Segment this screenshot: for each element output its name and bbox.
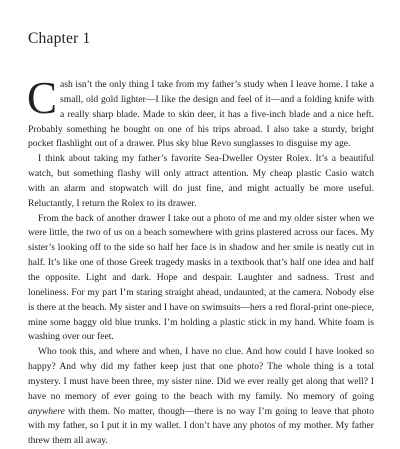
chapter-body [27,73,374,449]
paragraph-4-text-before: Who took this, and where and when, I have no clue. And how could I have looked so happy? And why did my father keep just that one photo? The whole thing is a total mystery. I must have been three, my sister nine. Did we ever really get along that well? I have no memory of ever going to the beach with my family. No memory of going [28,346,374,402]
chapter-heading: Chapter 1 [28,30,91,47]
drop-cap: C [27,73,58,123]
paragraph-2-text: I think about taking my father’s favorite Sea-Dweller Oyster Rolex. It’s a beautiful watch, but something flashy will only attract attention. My cheap plastic Casio watch with an alarm and stopwatch will do just fine, and might actually be more useful. Reluctantly, I return the Rolex to its drawer. [28,153,374,209]
paragraph-4 [28,345,374,449]
paragraph-1 [27,73,374,152]
paragraph-4-emphasis: anywhere [28,405,65,417]
paragraph-4-text-after: with them. No matter, though—there is no way I’m going to leave that photo with my father, so I put it in my wallet. I don’t have any photos of my mother. My father threw them all away. [28,405,374,447]
paragraph-3 [28,212,374,346]
paragraph-2 [28,152,374,211]
paragraph-3-text: From the back of another drawer I take out a photo of me and my older sister when we were little, the two of us on a beach somewhere with grins plastered across our faces. My sister’s looking off to the side so half her face is in shadow and her smile is neatly cut in half. It’s like one of those Greek tragedy masks in a textbook that’s half one idea and half the opposite. Light and dark. Hope and despair. Laughter and sadness. Trust and loneliness. For my part I’m staring straight ahead, undaunted, at the camera. Nobody else is there at the beach. My sister and I have on swimsuits—hers a red floral-print one-piece, mine some baggy old blue trunks. I’m holding a plastic stick in my hand. White foam is washing over our feet. [28,212,374,343]
paragraph-1-text: ash isn’t the only thing I take from my father’s study when I leave home. I take a small, old gold lighter—I like the design and feel of it—and a folding knife with a really sharp blade. Made to skin deer, it has a five-inch blade and a nice heft. Probably something he bought on one of his trips abroad. I also take a sturdy, bright pocket flashlight out of a drawer. Plus sky blue Revo sunglasses to disguise my age. [28,79,374,150]
